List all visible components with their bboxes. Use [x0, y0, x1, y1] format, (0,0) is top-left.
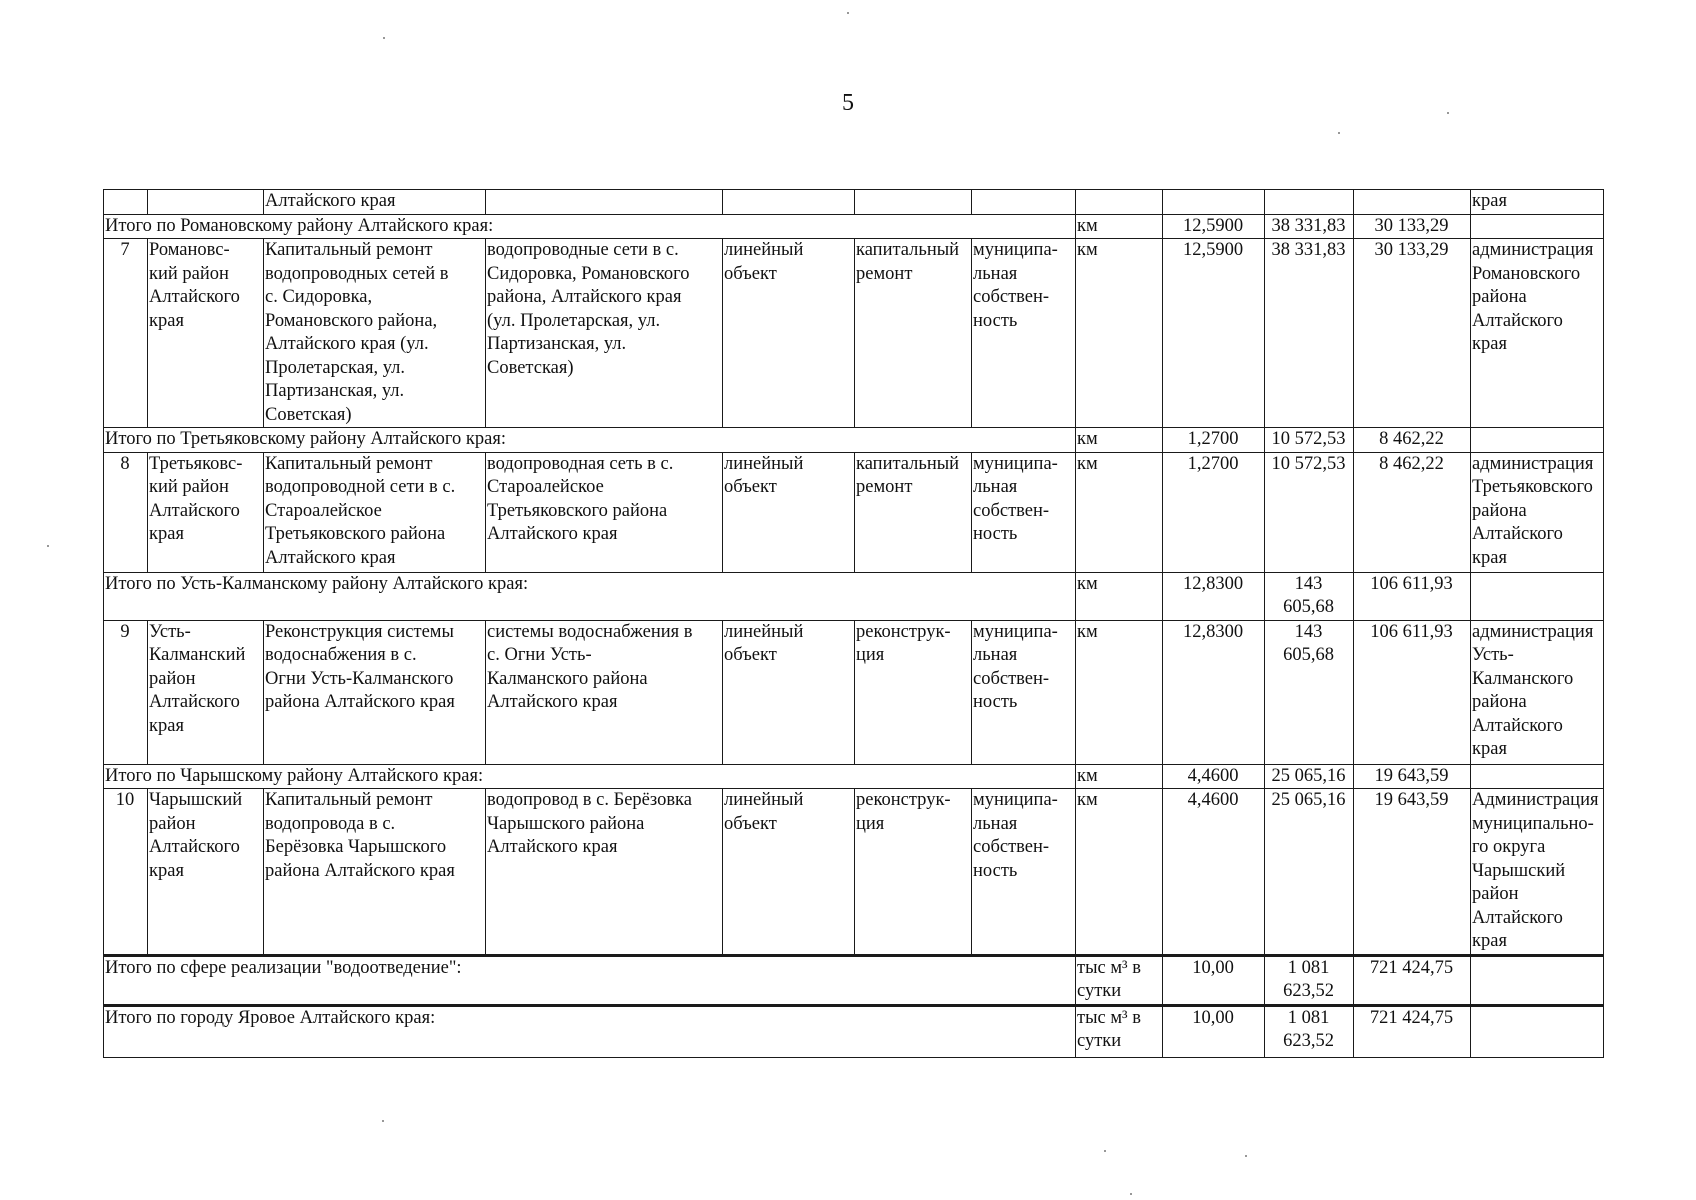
cell-cost-total: 38 331,83: [1265, 214, 1354, 239]
cell-unit: км: [1076, 789, 1163, 956]
scan-speck: [47, 545, 49, 547]
cell-unit: км: [1076, 428, 1163, 453]
total-label: Итого по сфере реализации "водоотведение":: [104, 955, 1076, 1005]
cell-no: 9: [104, 620, 148, 764]
cell-object-type: линейный объект: [723, 789, 855, 956]
continuation-row: [104, 190, 1604, 215]
cell-ownership: муниципа- льная собствен- ность: [972, 239, 1076, 428]
cell-work-type: капитальный ремонт: [855, 239, 972, 428]
city-total-row: [104, 1005, 1604, 1057]
cell-cost-total: 10 572,53: [1265, 428, 1354, 453]
total-label: Итого по Усть-Калманскому району Алтайского края:: [104, 572, 1076, 620]
cell-work-type: реконструк- ция: [855, 620, 972, 764]
district-total-row: [104, 764, 1604, 789]
cell-operator: администрация Романовского района Алтайского края: [1471, 239, 1604, 428]
cell-unit: км: [1076, 572, 1163, 620]
cell-capacity: 4,4600: [1163, 764, 1265, 789]
cell-capacity: 4,4600: [1163, 789, 1265, 956]
cell-name: Капитальный ремонт водопровода в с. Берёзовка Чарышского района Алтайского края: [264, 789, 486, 956]
cell-work-type: капитальный ремонт: [855, 452, 972, 572]
table-row: [104, 452, 1604, 572]
cell-object-type: линейный объект: [723, 239, 855, 428]
cell-no: 10: [104, 789, 148, 956]
district-total-row: [104, 214, 1604, 239]
scan-speck: [383, 37, 385, 39]
scan-speck: [1245, 1155, 1247, 1157]
cell-unit: тыс м³ в сутки: [1076, 955, 1163, 1005]
scan-speck: [1338, 132, 1340, 134]
cell-operator: Администрация муниципально- го округа Чарышский район Алтайского края: [1471, 789, 1604, 956]
cell-district: Чарышский район Алтайского края: [148, 789, 264, 956]
cell-cost-total: 1 081 623,52: [1265, 1005, 1354, 1057]
cell-unit: км: [1076, 452, 1163, 572]
cell-cost-total: 25 065,16: [1265, 764, 1354, 789]
cell-cost-budget: 721 424,75: [1354, 955, 1471, 1005]
total-label: Итого по Чарышскому району Алтайского края:: [104, 764, 1076, 789]
scan-speck: [382, 1120, 384, 1122]
scan-speck: [1447, 112, 1449, 114]
cell-no: 8: [104, 452, 148, 572]
sphere-total-row: [104, 955, 1604, 1005]
cell-unit: тыс м³ в сутки: [1076, 1005, 1163, 1057]
cell-district: Третьяковс- кий район Алтайского края: [148, 452, 264, 572]
cell-capacity: 12,5900: [1163, 239, 1265, 428]
cell-capacity: 1,2700: [1163, 428, 1265, 453]
cell-district: Усть- Калманский район Алтайского края: [148, 620, 264, 764]
cell-object: водопровод в с. Берёзовка Чарышского района Алтайского края: [486, 789, 723, 956]
cell-object-type: линейный объект: [723, 620, 855, 764]
cell-cost-budget: 106 611,93: [1354, 620, 1471, 764]
cell-cost-budget: 30 133,29: [1354, 214, 1471, 239]
cell-object: водопроводная сеть в с. Староалейское Третьяковского района Алтайского края: [486, 452, 723, 572]
cell-ownership: муниципа- льная собствен- ность: [972, 620, 1076, 764]
table-row: [104, 789, 1604, 956]
cell-cost-budget: 19 643,59: [1354, 764, 1471, 789]
cell-cost-budget: 19 643,59: [1354, 789, 1471, 956]
district-total-row: [104, 572, 1604, 620]
cell-name: Капитальный ремонт водопроводной сети в с. Староалейское Третьяковского района Алтайского края: [264, 452, 486, 572]
cell-capacity: 10,00: [1163, 955, 1265, 1005]
scan-speck: [847, 12, 849, 14]
cell-name: Капитальный ремонт водопроводных сетей в с. Сидоровка, Романовского района, Алтайского края (ул. Пролетарская, ул. Партизанская, ул. Советская): [264, 239, 486, 428]
cell-cost-total: 143 605,68: [1265, 572, 1354, 620]
cell-operator: администрация Усть- Калманского района Алтайского края: [1471, 620, 1604, 764]
total-label: Итого по городу Яровое Алтайского края:: [104, 1005, 1076, 1057]
cell-capacity: 12,5900: [1163, 214, 1265, 239]
cell-object: системы водоснабжения в с. Огни Усть- Калманского района Алтайского края: [486, 620, 723, 764]
cell-object: водопроводные сети в с. Сидоровка, Романовского района, Алтайского края (ул. Пролетарская, ул. Партизанская, ул. Советская): [486, 239, 723, 428]
cell-cost-budget: 30 133,29: [1354, 239, 1471, 428]
cell-district: Романовс- кий район Алтайского края: [148, 239, 264, 428]
total-label: Итого по Третьяковскому району Алтайского края:: [104, 428, 1076, 453]
cell-capacity: 1,2700: [1163, 452, 1265, 572]
cell-cost-total: 38 331,83: [1265, 239, 1354, 428]
cell-unit: км: [1076, 764, 1163, 789]
cell-capacity: 10,00: [1163, 1005, 1265, 1057]
table-row: [104, 239, 1604, 428]
cell-cost-total: 25 065,16: [1265, 789, 1354, 956]
total-label: Итого по Романовскому району Алтайского края:: [104, 214, 1076, 239]
district-total-row: [104, 428, 1604, 453]
cell-operator: администрация Третьяковского района Алтайского края: [1471, 452, 1604, 572]
scan-speck: [1104, 1150, 1106, 1152]
cell-cost-total: 1 081 623,52: [1265, 955, 1354, 1005]
cell-cost-budget: 106 611,93: [1354, 572, 1471, 620]
cell-work-type: реконструк- ция: [855, 789, 972, 956]
cell-object-type: линейный объект: [723, 452, 855, 572]
cell-unit: км: [1076, 214, 1163, 239]
scan-speck: [1130, 1193, 1132, 1195]
investment-program-table: [103, 189, 1604, 1058]
cell-no: 7: [104, 239, 148, 428]
cell-ownership: муниципа- льная собствен- ность: [972, 452, 1076, 572]
cell-name: Алтайского края: [264, 190, 486, 215]
cell-unit: км: [1076, 239, 1163, 428]
page-number: 5: [842, 90, 854, 116]
cell-capacity: 12,8300: [1163, 572, 1265, 620]
cell-operator: края: [1471, 190, 1604, 215]
table-row: [104, 620, 1604, 764]
cell-cost-budget: 8 462,22: [1354, 452, 1471, 572]
cell-unit: км: [1076, 620, 1163, 764]
cell-cost-budget: 721 424,75: [1354, 1005, 1471, 1057]
cell-capacity: 12,8300: [1163, 620, 1265, 764]
cell-name: Реконструкция системы водоснабжения в с. Огни Усть-Калманского района Алтайского края: [264, 620, 486, 764]
cell-cost-budget: 8 462,22: [1354, 428, 1471, 453]
cell-cost-total: 143 605,68: [1265, 620, 1354, 764]
cell-cost-total: 10 572,53: [1265, 452, 1354, 572]
cell-ownership: муниципа- льная собствен- ность: [972, 789, 1076, 956]
